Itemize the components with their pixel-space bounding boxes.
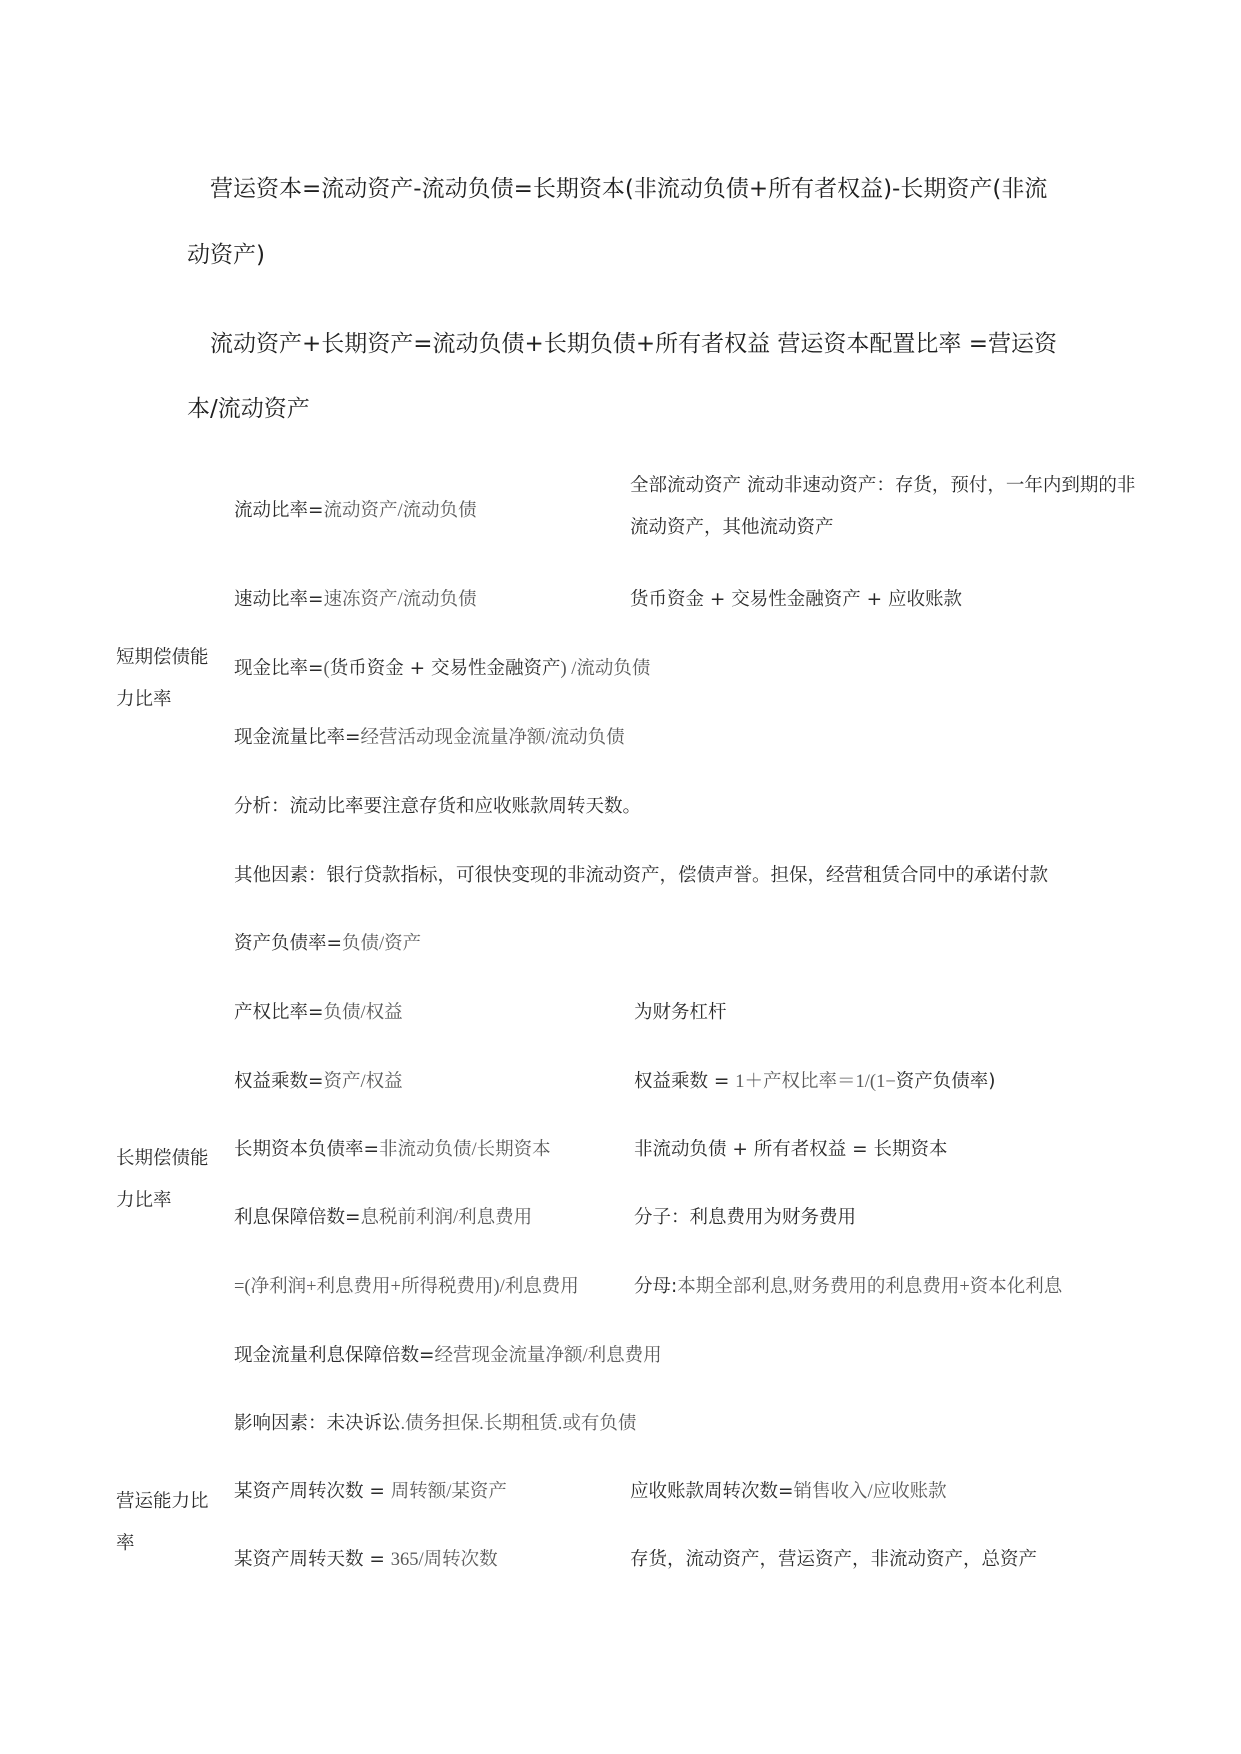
quick-ratio bbox=[234, 585, 477, 611]
balance-equation: 流动资产+长期资产=流动负债+长期负债+所有者权益 营运资本配置比率 =营运资 bbox=[210, 331, 1057, 357]
lt-capital-note: 非流动负债 + 所有者权益 = 长期资本 bbox=[634, 1139, 948, 1160]
balance-equation-cont: 本/流动资产 bbox=[187, 396, 310, 422]
interest-coverage-formula: 息税前利润/利息费用 bbox=[360, 1208, 533, 1228]
denominator-note bbox=[634, 1272, 1062, 1298]
equity-ratio-formula: 负债/权益 bbox=[323, 1003, 403, 1023]
influencing-factors-b: .债务担保.长期租赁.或有负债 bbox=[400, 1414, 637, 1434]
cash-ratio-items: 货币资金 + 交易性金融资产 bbox=[329, 658, 561, 679]
cash-ratio-open: ( bbox=[323, 659, 330, 679]
quick-ratio-note: 货币资金 + 交易性金融资产 + 应收账款 bbox=[630, 589, 963, 610]
interest-coverage-alt: =(净利润+利息费用+所得税费用)/利息费用 bbox=[234, 1277, 579, 1297]
equity-multiplier-note-a: 权益乘数 = bbox=[634, 1071, 736, 1092]
equity-ratio bbox=[234, 998, 403, 1024]
interest-coverage-name: 利息保障倍数= bbox=[234, 1207, 361, 1228]
cash-flow-ratio bbox=[234, 723, 625, 749]
denominator-note-b: 本期全部利息,财务费用的利息费用+资本化利息 bbox=[677, 1277, 1063, 1297]
equity-multiplier-note bbox=[634, 1067, 995, 1093]
receivable-turnover-name: 应收账款周转次数= bbox=[630, 1481, 794, 1502]
equity-multiplier-note-c: 资产负债率) bbox=[895, 1071, 996, 1092]
cash-ratio bbox=[234, 654, 650, 680]
asset-turnover-times-formula: 周转额/某资产 bbox=[390, 1482, 507, 1502]
numerator-note: 分子：利息费用为财务费用 bbox=[634, 1207, 857, 1228]
lt-capital-debt-ratio-name: 长期资本负债率= bbox=[234, 1139, 380, 1160]
debt-asset-ratio bbox=[234, 929, 421, 955]
influencing-factors-a: 影响因素：未决诉讼 bbox=[234, 1413, 401, 1434]
category-operating: 营运能力比率 bbox=[116, 1491, 209, 1554]
asset-turnover-times bbox=[234, 1477, 507, 1503]
category-short-term: 短期偿债能力比率 bbox=[116, 647, 209, 710]
analysis-note: 分析：流动比率要注意存货和应收账款周转天数。 bbox=[234, 796, 642, 817]
equity-ratio-note: 为财务杠杆 bbox=[634, 1002, 727, 1023]
working-capital-formula-cont: 动资产) bbox=[187, 242, 265, 268]
quick-ratio-formula: 速冻资产/流动负债 bbox=[323, 590, 477, 610]
equity-ratio-name: 产权比率= bbox=[234, 1002, 324, 1023]
cash-flow-ratio-name: 现金流量比率= bbox=[234, 727, 361, 748]
interest-coverage bbox=[234, 1203, 532, 1229]
cash-interest-coverage bbox=[234, 1341, 662, 1367]
cash-interest-coverage-name: 现金流量利息保障倍数= bbox=[234, 1345, 435, 1366]
other-factors-note: 其他因素：银行贷款指标，可很快变现的非流动资产，偿债声誉。担保，经营租赁合同中的承诺付款 bbox=[234, 865, 1049, 886]
asset-turnover-days-name: 某资产周转天数 = bbox=[234, 1549, 391, 1570]
equity-multiplier-name: 权益乘数= bbox=[234, 1071, 324, 1092]
influencing-factors bbox=[234, 1409, 636, 1435]
asset-turnover-days bbox=[234, 1545, 498, 1571]
asset-turnover-times-name: 某资产周转次数 = bbox=[234, 1481, 391, 1502]
working-capital-formula: 营运资本=流动资产-流动负债=长期资本(非流动负债+所有者权益)-长期资产(非流 bbox=[210, 176, 1048, 202]
current-ratio-note: 全部流动资产 流动非速动资产：存货，预付，一年内到期的非流动资产，其他流动资产 bbox=[630, 475, 1136, 538]
quick-ratio-name: 速动比率= bbox=[234, 589, 324, 610]
lt-capital-debt-ratio bbox=[234, 1135, 551, 1161]
cash-interest-coverage-formula: 经营现金流量净额/利息费用 bbox=[434, 1346, 662, 1366]
receivable-turnover-formula: 销售收入/应收账款 bbox=[793, 1482, 947, 1502]
current-ratio-name: 流动比率= bbox=[234, 500, 324, 521]
debt-asset-ratio-name: 资产负债率= bbox=[234, 933, 343, 954]
equity-multiplier bbox=[234, 1067, 403, 1093]
debt-asset-ratio-formula: 负债/资产 bbox=[342, 934, 422, 954]
lt-capital-debt-ratio-formula: 非流动负债/长期资本 bbox=[379, 1140, 551, 1160]
denominator-note-a: 分母: bbox=[634, 1276, 678, 1297]
equity-multiplier-note-b: 1＋产权比率＝1/(1− bbox=[735, 1072, 896, 1092]
equity-multiplier-formula: 资产/权益 bbox=[323, 1072, 403, 1092]
category-long-term: 长期偿债能力比率 bbox=[116, 1148, 209, 1211]
cash-flow-ratio-formula: 经营活动现金流量净额/流动负债 bbox=[360, 728, 625, 748]
asset-turnover-days-formula: 365/周转次数 bbox=[390, 1550, 498, 1570]
receivable-turnover bbox=[630, 1477, 947, 1503]
current-ratio bbox=[234, 496, 477, 522]
current-ratio-formula: 流动资产/流动负债 bbox=[323, 501, 477, 521]
cash-ratio-close: ) /流动负债 bbox=[560, 659, 651, 679]
assets-list: 存货，流动资产，营运资产，非流动资产，总资产 bbox=[630, 1549, 1038, 1570]
cash-ratio-name: 现金比率= bbox=[234, 658, 324, 679]
